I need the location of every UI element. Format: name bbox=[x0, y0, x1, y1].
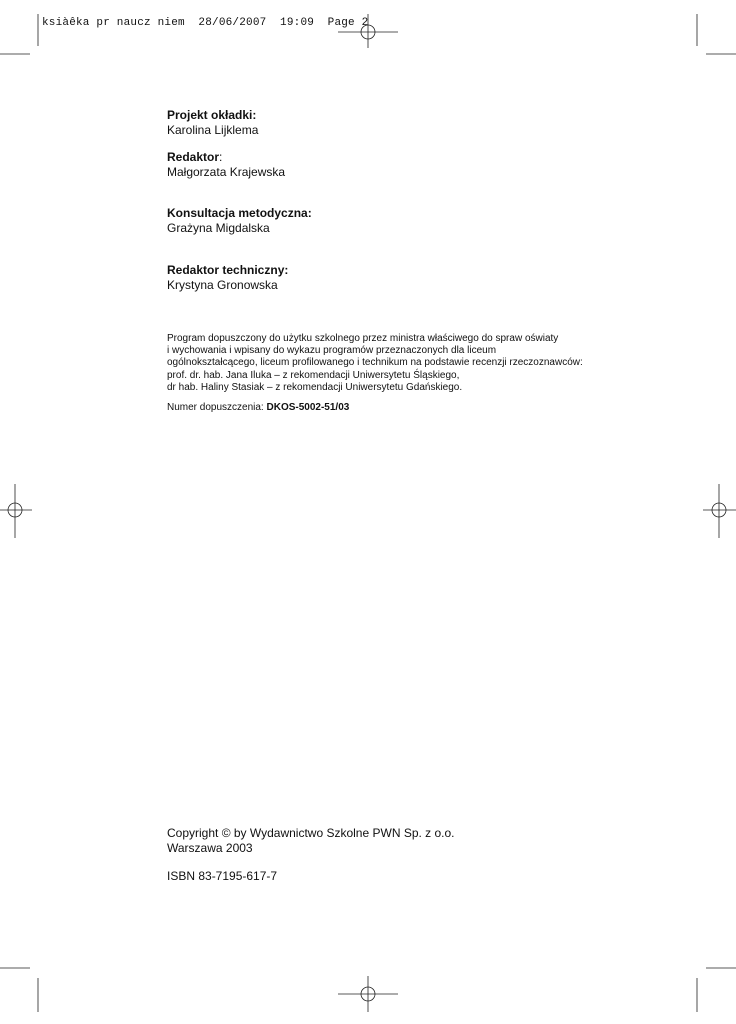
credit-label: Redaktor techniczny: bbox=[167, 263, 289, 277]
credit-label: Redaktor: bbox=[167, 150, 223, 164]
credit-label: Projekt okładki: bbox=[167, 108, 257, 122]
approval-line: prof. dr. hab. Jana Iluka – z rekomendacji Uniwersytetu Śląskiego, bbox=[167, 369, 460, 381]
approval-number-label: Numer dopuszczenia: bbox=[167, 402, 267, 413]
copyright-line: Copyright © by Wydawnictwo Szkolne PWN Sp. z o.o. bbox=[167, 826, 455, 840]
credit-name: Karolina Lijklema bbox=[167, 123, 259, 137]
registration-mark-bottom bbox=[338, 976, 398, 1012]
registration-mark-right bbox=[703, 484, 736, 538]
approval-line: dr hab. Haliny Stasiak – z rekomendacji Uniwersytetu Gdańskiego. bbox=[167, 381, 463, 393]
credit-editor bbox=[167, 150, 285, 180]
approval-number bbox=[167, 402, 349, 414]
copyright-block bbox=[167, 826, 455, 856]
approval-line: ogólnokształcącego, liceum profilowanego i technikum na podstawie recenzji rzeczoznawców: bbox=[167, 357, 583, 369]
approval-line: Program dopuszczony do użytku szkolnego przez ministra właściwego do spraw oświaty bbox=[167, 333, 559, 344]
registration-mark-left bbox=[0, 484, 32, 538]
credit-methodological-consultation bbox=[167, 206, 312, 236]
registration-mark-top bbox=[338, 14, 398, 48]
credit-name: Małgorzata Krajewska bbox=[167, 165, 286, 179]
credit-label: Konsultacja metodyczna: bbox=[167, 206, 312, 220]
approval-number-value: DKOS-5002-51/03 bbox=[266, 402, 350, 413]
print-slug: ksiàêka pr naucz niem 28/06/2007 19:09 Page 2 bbox=[42, 17, 369, 29]
isbn: ISBN 83-7195-617-7 bbox=[167, 869, 278, 883]
credit-name: Krystyna Gronowska bbox=[167, 278, 278, 292]
credit-technical-editor bbox=[167, 263, 288, 293]
credit-cover-design bbox=[167, 108, 258, 138]
credit-name: Grażyna Migdalska bbox=[167, 221, 270, 235]
approval-statement bbox=[167, 333, 637, 394]
approval-line: i wychowania i wpisany do wykazu programów przeznaczonych dla liceum bbox=[167, 345, 497, 357]
publication-place-year: Warszawa 2003 bbox=[167, 841, 253, 855]
